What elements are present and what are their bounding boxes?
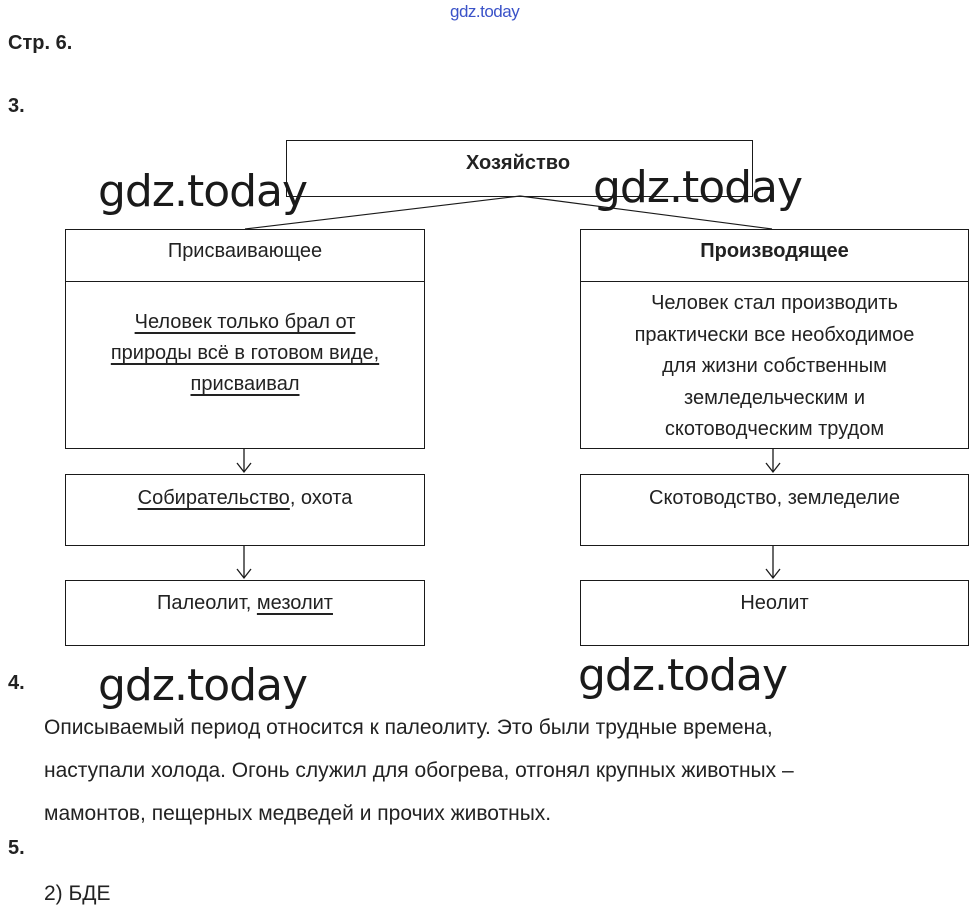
watermark-3: gdz.today [98,660,308,711]
left-description [65,307,425,400]
right-description-line-2: практически все необходимое [634,323,915,346]
watermark-2: gdz.today [593,162,803,213]
task-4-line-3: мамонтов, пещерных медведей и прочих животных. [44,802,552,825]
arrow-left-1 [237,448,251,472]
watermark-top: gdz.today [450,2,520,21]
task-4-number: 4. [8,672,25,694]
task-4-line-2: наступали холода. Огонь служил для обогрева, отгонял крупных животных – [44,759,794,782]
task-5-number: 5. [8,837,25,859]
root-label: Хозяйство [465,152,571,174]
left-activity [65,483,425,514]
task-5-answer: 2) БДЕ [44,882,111,905]
watermark-4: gdz.today [578,650,788,701]
right-activity: Скотоводство, земледелие [649,487,900,509]
left-period-plain: Палеолит, [157,592,257,614]
right-period: Неолит [740,592,809,614]
left-period-underlined: мезолит [256,592,333,614]
right-description-line-1: Человек стал производить [651,292,898,314]
right-description-line-4: земледельческим и [684,386,865,409]
right-description [580,288,969,446]
right-description-line-5: скотоводческим трудом [664,418,885,440]
page-heading: Стр. 6. [8,32,73,54]
task-3-number: 3. [8,95,25,117]
task-4-line-1: Описываемый период относится к палеолиту. Это были трудные времена, [44,716,773,739]
left-description-line-1: Человек только брал от [134,311,356,333]
left-description-line-3: присваивал [190,373,300,395]
arrow-right-2 [766,546,780,578]
left-activity-underlined: Собирательство [137,487,290,509]
left-description-line-2: природы всё в готовом виде, [110,342,380,364]
left-title: Присваивающее [167,240,323,262]
right-title: Производящее [700,240,849,262]
task-4-text [44,706,944,835]
watermark-1: gdz.today [98,166,308,217]
arrow-left-2 [237,546,251,578]
left-activity-rest: , охота [289,487,353,509]
left-period [65,588,425,619]
arrow-right-1 [766,448,780,472]
right-description-line-3: для жизни собственным [662,355,887,377]
